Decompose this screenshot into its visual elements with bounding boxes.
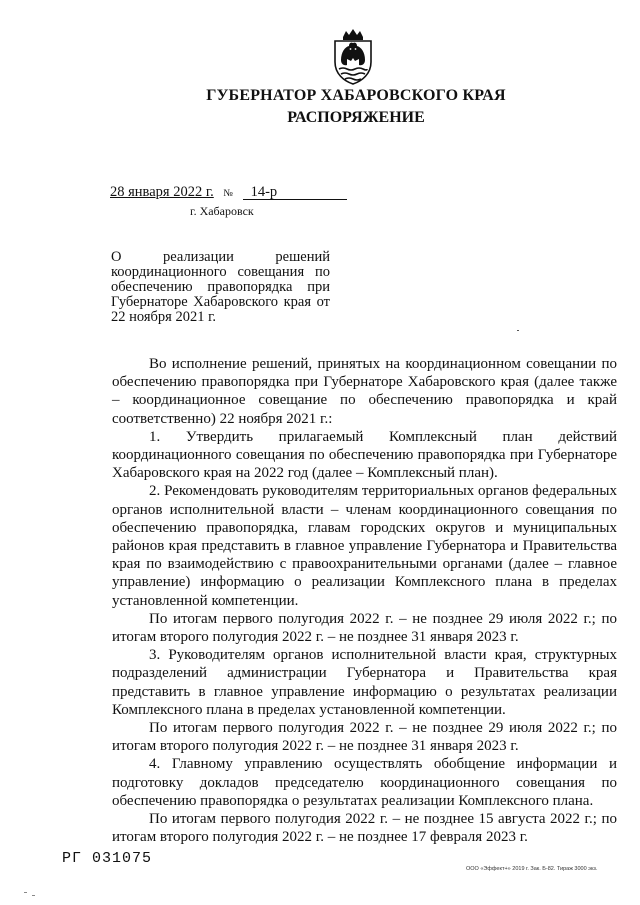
document-body bbox=[112, 355, 617, 846]
paragraph: 4. Главному управлению осуществлять обобщение информации и подготовку докладов председателю координационного совещания по обеспечению правопорядка о результатах реализации Комплексного плана. bbox=[112, 756, 617, 809]
document-number: 14-р bbox=[243, 185, 347, 200]
document-type: РАСПОРЯЖЕНИЕ bbox=[287, 109, 425, 126]
date-number-line bbox=[110, 184, 347, 201]
issuer-title: ГУБЕРНАТОР ХАБАРОВСКОГО КРАЯ bbox=[206, 87, 506, 104]
paragraph: По итогам первого полугодия 2022 г. – не позднее 15 августа 2022 г.; по итогам второго полугодия 2022 г. – не позднее 17 февраля 2023 г. bbox=[112, 811, 617, 846]
paragraph: 1. Утвердить прилагаемый Комплексный план действий координационного совещания по обеспечению правопорядка при Губернаторе Хабаровского края на 2022 год (далее – Комплексный план). bbox=[112, 428, 617, 482]
scan-speck bbox=[32, 895, 35, 896]
document-city: г. Хабаровск bbox=[190, 204, 254, 218]
paragraph: По итогам первого полугодия 2022 г. – не позднее 29 июля 2022 г.; по итогам второго полугодия 2022 г. – не позднее 31 января 2023 г. bbox=[112, 720, 617, 755]
paragraph: 2. Рекомендовать руководителям территориальных органов федеральных органов исполнительной власти – членам координационного совещания по обеспечению правопорядка, главам городских округов и муниципальных районов края представить в главное управление Губернатора и Правительства края по взаимодействию с правоохранительными органами (далее – главное управление) информацию о реализации Комплексного плана в пределах установленной компетенции. bbox=[112, 483, 617, 609]
scan-speck bbox=[24, 892, 27, 893]
document-subject: О реализации решений координационного совещания по обеспечению правопорядка при Губернаторе Хабаровского края от 22 ноября 2021 г. bbox=[111, 249, 330, 325]
printing-info: ООО «Эффект+» 2019 г. Зак. Б-82. Тираж 3000 экз. bbox=[466, 866, 598, 872]
coat-of-arms-icon bbox=[329, 28, 377, 86]
number-label: № bbox=[223, 188, 233, 199]
paragraph: Во исполнение решений, принятых на координационном совещании по обеспечению правопорядка при Губернаторе Хабаровского края (далее также – координационное совещание по обеспечению правопорядка и край соответственно) 22 ноября 2021 г.: bbox=[112, 356, 617, 427]
paragraph: По итогам первого полугодия 2022 г. – не позднее 29 июля 2022 г.; по итогам второго полугодия 2022 г. – не позднее 31 января 2023 г. bbox=[112, 610, 617, 646]
margin-mark bbox=[517, 330, 519, 331]
form-serial-number: РГ 031075 bbox=[62, 850, 153, 867]
paragraph: 3. Руководителям органов исполнительной власти края, структурных подразделений администрации Губернатора и Правительства края представить в главное управление информацию о результатах реализации Комплексного плана в пределах установленной компетенции. bbox=[112, 647, 617, 718]
document-date: 28 января 2022 г. bbox=[110, 184, 214, 200]
